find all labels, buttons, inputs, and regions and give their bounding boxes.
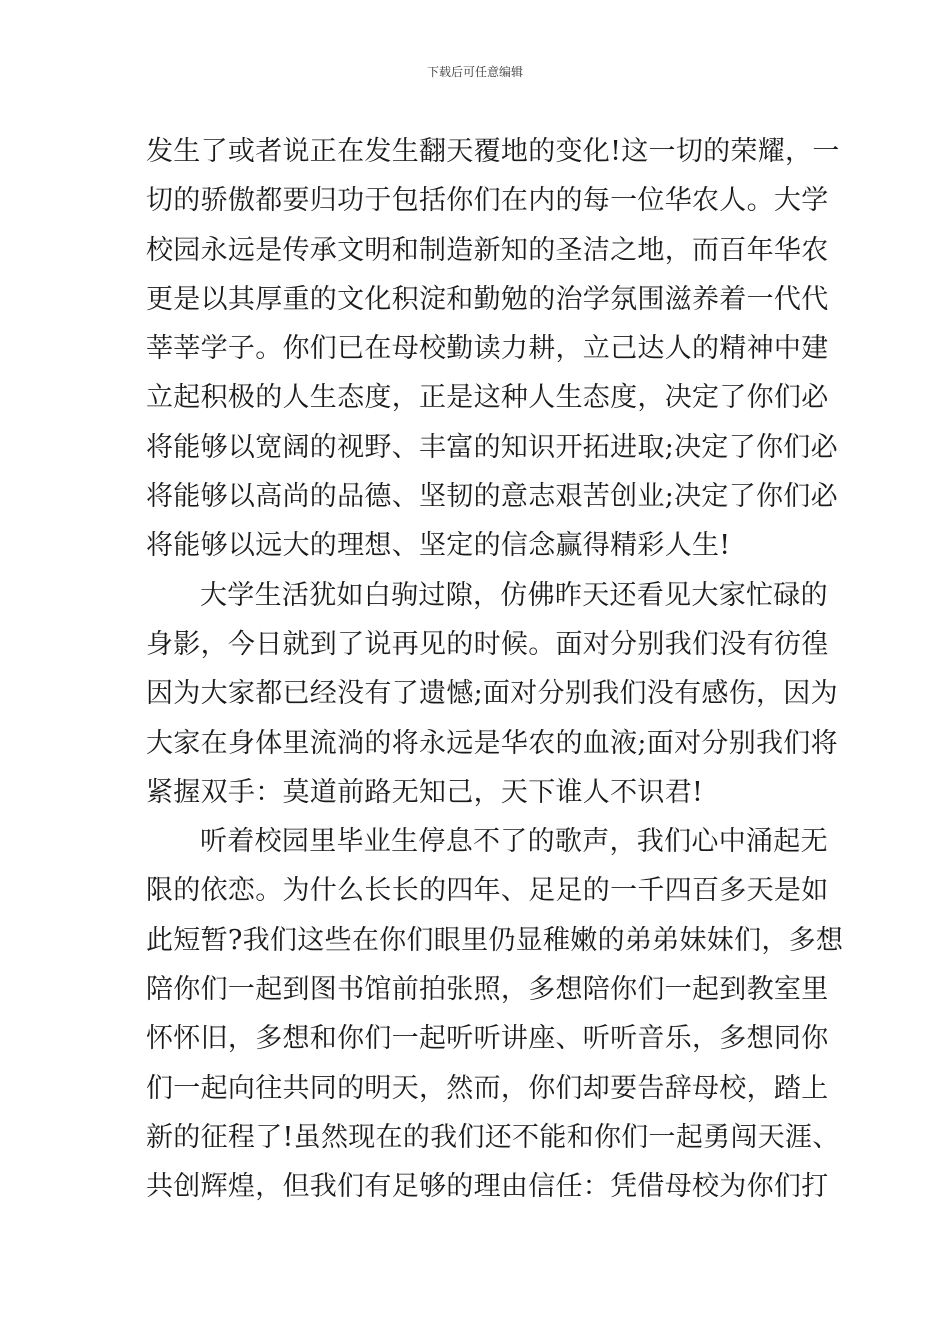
text-line: 身影，今日就到了说再见的时候。面对分别我们没有彷徨 — [146, 628, 829, 660]
text-line: 怀怀旧，多想和你们一起听听讲座、听听音乐，多想同你 — [146, 1023, 829, 1055]
paragraph-1 — [146, 127, 840, 571]
text-line: 共创辉煌，但我们有足够的理由信任：凭借母校为你们打 — [146, 1171, 829, 1203]
text-line: 们一起向往共同的明天，然而，你们却要告辞母校，踏上 — [146, 1072, 829, 1104]
text-line: 大家在身体里流淌的将永远是华农的血液;面对分别我们将 — [146, 727, 838, 759]
text-line: 立起积极的人生态度，正是这种人生态度，决定了你们必 — [146, 382, 829, 414]
text-line: 陪你们一起到图书馆前拍张照，多想陪你们一起到教室里 — [146, 974, 829, 1006]
page-header: 下载后可任意编辑 — [426, 65, 523, 79]
text-line: 将能够以高尚的品德、坚韧的意志艰苦创业;决定了你们必 — [146, 481, 838, 513]
text-line: 将能够以宽阔的视野、丰富的知识开拓进取;决定了你们必 — [146, 431, 838, 463]
text-line: 此短暂?我们这些在你们眼里仍显稚嫩的弟弟妹妹们，多想 — [146, 924, 844, 956]
text-line: 发生了或者说正在发生翻天覆地的变化!这一切的荣耀，一 — [146, 136, 840, 167]
text-line: 莘莘学子。你们已在母校勤读力耕，立己达人的精神中建 — [146, 333, 829, 365]
text-line: 大学生活犹如白驹过隙，仿佛昨天还看见大家忙碌的 — [200, 579, 828, 611]
paragraph-3 — [146, 817, 844, 1211]
text-line: 将能够以远大的理想、坚定的信念赢得精彩人生! — [146, 530, 731, 562]
text-line: 更是以其厚重的文化积淀和勤勉的治学氛围滋养着一代代 — [146, 283, 829, 315]
text-line: 校园永远是传承文明和制造新知的圣洁之地，而百年华农 — [146, 234, 829, 266]
text-line: 听着校园里毕业生停息不了的歌声，我们心中涌起无 — [200, 826, 828, 858]
text-line: 紧握双手：莫道前路无知己，天下谁人不识君! — [146, 776, 704, 808]
paragraph-2 — [146, 571, 838, 817]
document-body — [146, 127, 844, 1212]
text-line: 切的骄傲都要归功于包括你们在内的每一位华农人。大学 — [146, 185, 829, 217]
text-line: 新的征程了!虽然现在的我们还不能和你们一起勇闯天涯、 — [146, 1121, 840, 1153]
text-line: 限的依恋。为什么长长的四年、足足的一千四百多天是如 — [146, 875, 829, 907]
text-line: 因为大家都已经没有了遗憾;面对分别我们没有感伤，因为 — [146, 678, 838, 710]
